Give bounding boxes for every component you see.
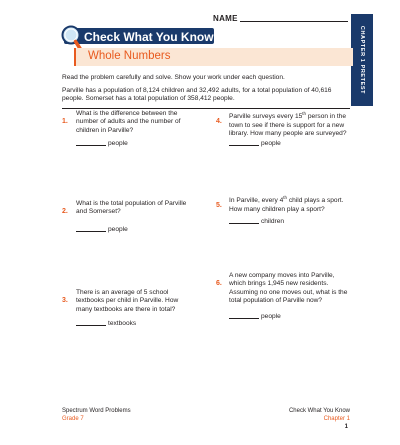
answer-unit: people	[261, 140, 281, 147]
name-label: NAME	[213, 14, 238, 23]
side-tab-label: CHAPTER 1 PRETEST	[359, 25, 365, 95]
question-2-number: 2.	[62, 208, 68, 215]
question-3-text: There is an average of 5 school textbooks per child in Parville. How many textbooks are there in total?	[76, 289, 179, 313]
question-1-text: What is the difference between the number of adults and the number of children in Parville?	[76, 110, 181, 134]
footer-chapter: Chapter 1	[323, 416, 350, 422]
question-2-answer[interactable]	[76, 226, 128, 233]
footer-grade: Grade 7	[62, 416, 84, 422]
answer-blank[interactable]	[229, 318, 259, 319]
section-title: Whole Numbers	[88, 50, 171, 62]
question-3-answer[interactable]	[76, 320, 136, 327]
page-number: 1	[344, 424, 348, 430]
question-5-answer[interactable]	[229, 218, 284, 225]
answer-blank[interactable]	[76, 145, 106, 146]
name-line	[240, 21, 348, 22]
question-4-number: 4.	[216, 118, 222, 125]
instructions: Read the problem carefully and solve. Show your work under each question.	[62, 74, 285, 81]
question-6-number: 6.	[216, 280, 222, 287]
answer-blank[interactable]	[229, 145, 259, 146]
answer-unit: people	[261, 313, 281, 320]
answer-blank[interactable]	[76, 325, 106, 326]
footer-book-title: Spectrum Word Problems	[62, 408, 131, 414]
question-5-number: 5.	[216, 202, 222, 209]
question-2-text: What is the total population of Parville and Somerset?	[76, 200, 187, 216]
question-1-number: 1.	[62, 118, 68, 125]
chapter-side-tab	[351, 14, 373, 106]
answer-unit: textbooks	[108, 320, 137, 327]
question-3-number: 3.	[62, 297, 68, 304]
problem-intro: Parville has a population of 8,124 children and 32,492 adults, for a total population of 40,616 people. Somerset has a total population of 358,412 people.	[62, 87, 332, 103]
question-6-answer[interactable]	[229, 313, 281, 320]
answer-unit: people	[108, 140, 128, 147]
banner-title: Check What You Know	[84, 30, 214, 44]
question-5-text: In Parville, every 4th child plays a sport. How many children play a sport?	[229, 195, 344, 213]
question-4-answer[interactable]	[229, 140, 281, 147]
answer-unit: people	[108, 226, 128, 233]
divider	[62, 108, 350, 109]
answer-unit: children	[261, 218, 285, 225]
footer-section: Check What You Know	[288, 408, 350, 414]
footer-right	[250, 407, 350, 423]
answer-blank[interactable]	[229, 223, 259, 224]
question-4-text: Parville surveys every 15th person in the town to see if there is support for a new library. How many people are surveyed?	[229, 111, 347, 137]
footer-left	[62, 407, 131, 423]
question-6-text: A new company moves into Parville, which brings 1,945 new residents. Assuming no one moves out, what is the total population of Parville now?	[229, 272, 348, 305]
answer-blank[interactable]	[76, 231, 106, 232]
question-1-answer[interactable]	[76, 140, 128, 147]
